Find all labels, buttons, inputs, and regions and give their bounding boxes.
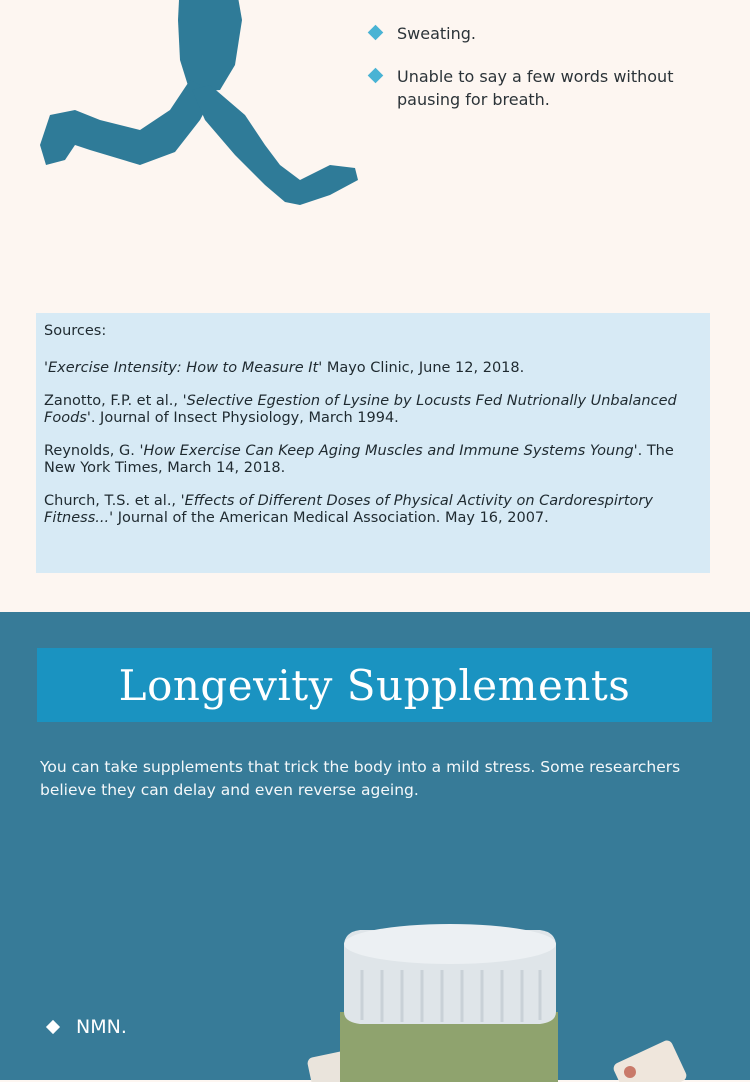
list-item-text: NMN. bbox=[76, 1016, 127, 1038]
source-title: 'Exercise Intensity: How to Measure It' bbox=[44, 360, 323, 376]
source-entry bbox=[44, 493, 702, 527]
source-suffix: Mayo Clinic, June 12, 2018. bbox=[322, 360, 525, 376]
source-suffix: . The New York Times, March 14, 2018. bbox=[44, 443, 674, 476]
runner-silhouette-icon bbox=[30, 0, 370, 220]
sources-box bbox=[36, 313, 710, 573]
section-title: Longevity Supplements bbox=[118, 660, 631, 710]
source-entry bbox=[44, 443, 702, 477]
source-prefix: Reynolds, G. bbox=[44, 443, 140, 459]
supplements-list bbox=[48, 1016, 127, 1038]
source-title: 'How Exercise Can Keep Aging Muscles and Immune Systems Young' bbox=[139, 443, 638, 459]
diamond-bullet-icon bbox=[368, 25, 384, 41]
source-prefix: Zanotto, F.P. et al., bbox=[44, 393, 183, 409]
sources-heading: Sources: bbox=[44, 323, 107, 339]
section-intro: You can take supplements that trick the body into a mild stress. Some researchers believe they can delay and even reverse ageing. bbox=[40, 758, 681, 799]
diamond-bullet-icon bbox=[368, 68, 384, 84]
source-title: 'Selective Egestion of Lysine by Locusts Fed Nutrionally Unbalanced Foods' bbox=[44, 393, 677, 426]
supplements-section bbox=[0, 612, 750, 1080]
list-item bbox=[366, 65, 706, 111]
section-banner bbox=[37, 648, 712, 722]
list-item bbox=[366, 22, 706, 45]
source-entry bbox=[44, 360, 702, 377]
supplement-jar-icon bbox=[300, 922, 700, 1082]
source-entry bbox=[44, 393, 702, 427]
source-prefix: Church, T.S. et al., bbox=[44, 493, 181, 509]
list-item bbox=[48, 1016, 127, 1038]
source-suffix: . Journal of Insect Physiology, March 1994. bbox=[90, 410, 399, 426]
source-title: 'Effects of Different Doses of Physical Activity on Cardorespirtory Fitness...' bbox=[44, 493, 653, 526]
diamond-bullet-icon bbox=[46, 1020, 60, 1034]
source-suffix: Journal of the American Medical Association. May 16, 2007. bbox=[113, 510, 549, 526]
list-item-text: Sweating. bbox=[397, 24, 476, 43]
list-item-text: Unable to say a few words without pausing for breath. bbox=[397, 67, 674, 109]
exercise-signs-list bbox=[366, 22, 706, 131]
